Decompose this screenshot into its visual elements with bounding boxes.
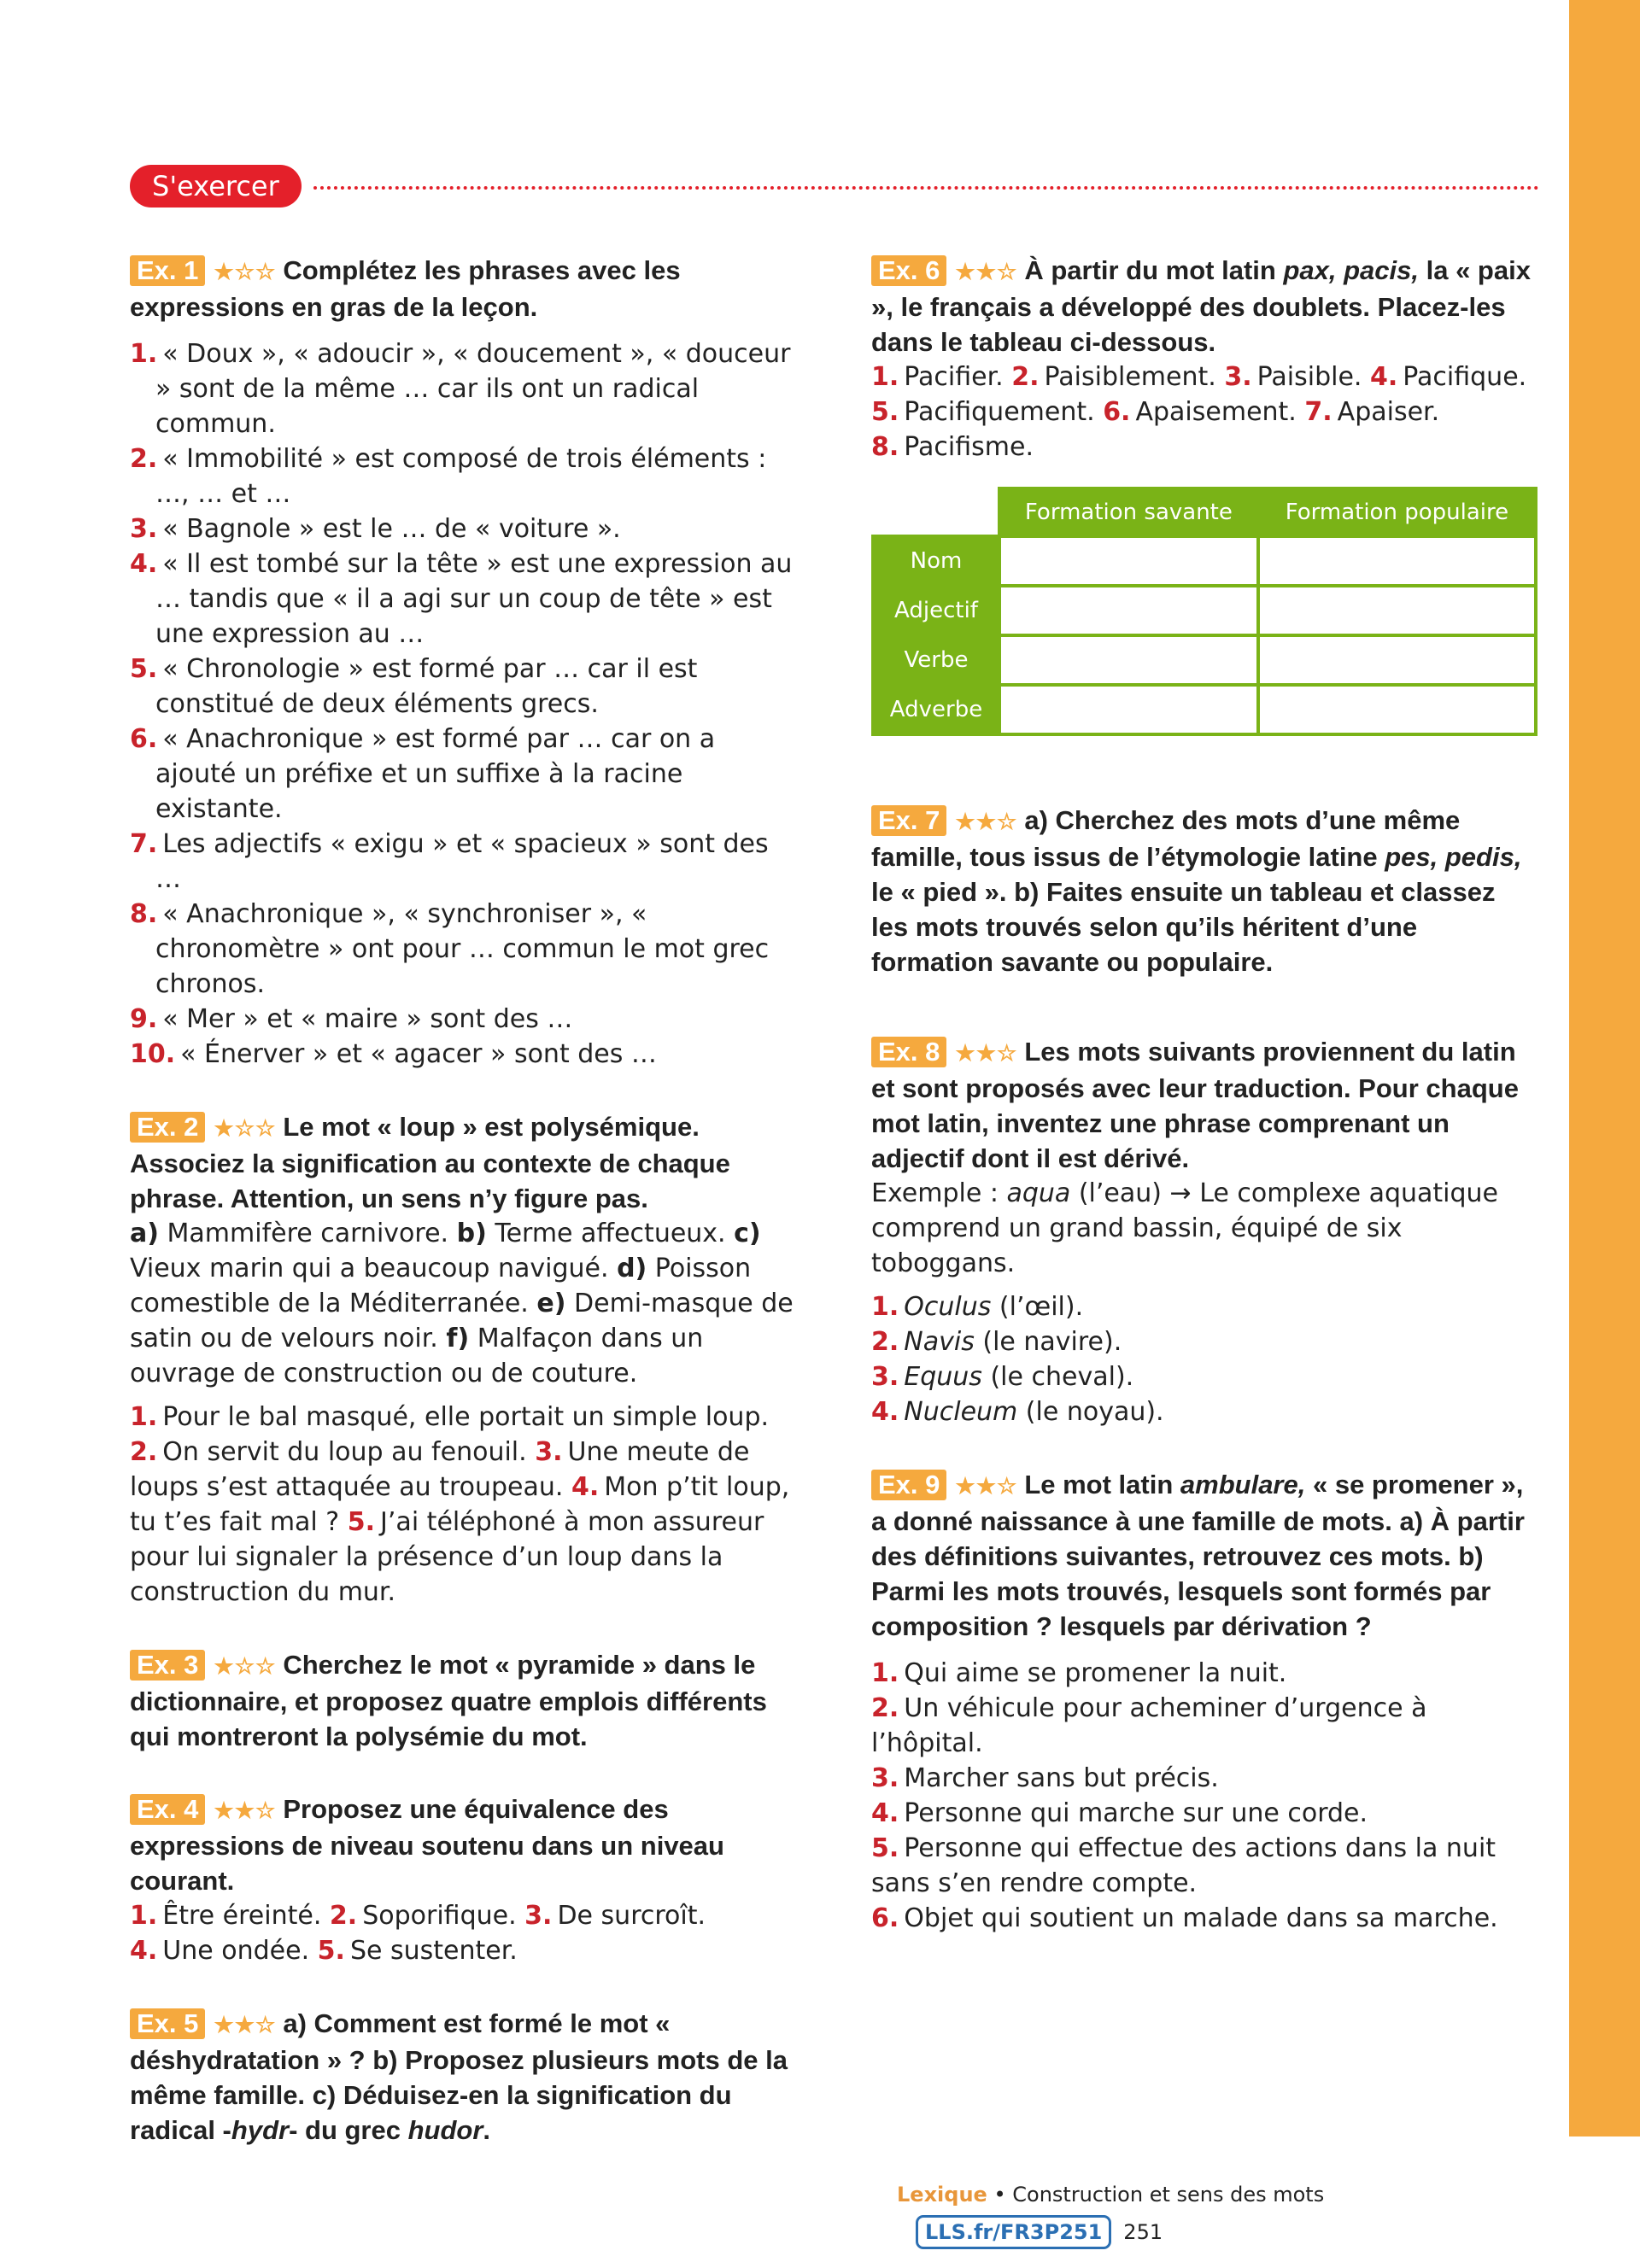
table-header: Formation populaire	[1258, 488, 1536, 536]
item-number: 4.	[130, 549, 158, 579]
item-text: « Anachronique » est formé par … car on a ajouté un préfixe et un suffixe à la racine existante.	[155, 724, 716, 824]
exercise-instruction: Le mot « loup » est polysémique. Associez la signification au contexte de chaque phrase. Attention, un sens n’y figure pas.	[130, 1112, 730, 1213]
exercise-instruction: a) Comment est formé le mot « déshydratation » ? b) Proposez plusieurs mots de la même famille. c) Déduisez-en la signification du radical -	[130, 2008, 788, 2145]
list-item	[130, 511, 796, 547]
item-number: 5.	[317, 1936, 345, 1966]
exercise-heading	[130, 1109, 796, 1216]
sentences-paragraph	[130, 1400, 796, 1610]
list-item	[130, 652, 796, 722]
item-number: 6.	[871, 1903, 899, 1933]
list-item	[130, 827, 796, 897]
item-text: On servit du loup au fenouil.	[162, 1437, 527, 1467]
item-number: 1.	[871, 1292, 899, 1322]
item-text: Qui aime se promener la nuit.	[904, 1658, 1287, 1688]
item-number: 4.	[871, 1798, 899, 1828]
exercise-instruction: Proposez une équivalence des expressions de niveau soutenu dans un niveau courant.	[130, 1794, 724, 1896]
exercise-items	[871, 1289, 1538, 1429]
exercise-8	[871, 1034, 1538, 1429]
item-number: 2.	[871, 1693, 899, 1723]
item-text: Pacifique.	[1403, 362, 1527, 392]
item-number: 5.	[347, 1507, 376, 1537]
exercise-heading	[871, 253, 1538, 359]
exercise-heading	[130, 253, 796, 324]
item-number: 7.	[1304, 397, 1332, 427]
meanings-paragraph	[130, 1216, 796, 1391]
dotted-rule	[313, 186, 1539, 190]
item-text: Pour le bal masqué, elle portait un simple loup.	[162, 1402, 770, 1432]
item-text: Malfaçon dans un ouvrage de construction ou de couture.	[130, 1324, 704, 1388]
item-text: Apaisement.	[1135, 397, 1297, 427]
exercise-badge: Ex. 6	[871, 255, 946, 286]
item-number: 3.	[1224, 362, 1252, 392]
difficulty-stars-icon: ★★☆	[955, 809, 1018, 834]
item-text: Objet qui soutient un malade dans sa marche.	[904, 1903, 1498, 1933]
item-number: 5.	[871, 397, 899, 427]
item-text: Se sustenter.	[349, 1936, 518, 1966]
instruction-italic: pax, pacis,	[1283, 255, 1419, 285]
row-header: Nom	[873, 536, 999, 586]
difficulty-stars-icon: ★★☆	[214, 1797, 277, 1823]
item-number: 7.	[130, 829, 158, 859]
exercise-instruction: Cherchez le mot « pyramide » dans le dictionnaire, et proposez quatre emplois différents qui montreront la polysémie du mot.	[130, 1650, 767, 1751]
item-text: « Bagnole » est le … de « voiture ».	[162, 514, 621, 544]
list-item	[871, 1796, 1538, 1831]
item-number: 2.	[130, 444, 158, 474]
item-text: Personne qui effectue des actions dans la nuit sans s’en rendre compte.	[871, 1833, 1496, 1898]
item-number: 3.	[524, 1901, 553, 1931]
item-text: Marcher sans but précis.	[904, 1763, 1219, 1793]
item-text: « Doux », « adoucir », « doucement », « douceur » sont de la même … car ils ont un radical commun.	[155, 339, 791, 439]
exercise-instruction: À partir du mot latin	[1024, 255, 1284, 285]
list-item	[871, 1359, 1538, 1394]
item-text: « Énerver » et « agacer » sont des …	[180, 1039, 657, 1069]
example-paragraph	[871, 1176, 1538, 1281]
left-column	[130, 253, 796, 2148]
item-number: 2.	[1011, 362, 1040, 392]
instruction-italic: hudor	[407, 2115, 483, 2145]
item-letter: a)	[130, 1219, 159, 1248]
section-header	[130, 165, 1539, 211]
item-number: 4.	[130, 1936, 158, 1966]
item-text: Mon p’tit loup, tu t’es fait mal ?	[130, 1472, 790, 1537]
table-cell[interactable]	[1258, 635, 1536, 685]
exercise-instruction: Les mots suivants proviennent du latin et sont proposés avec leur traduction. Pour chaque mot latin, inventez une phrase comprenant un adjectif dont il est dérivé.	[871, 1037, 1519, 1173]
row-header: Adjectif	[873, 586, 999, 635]
list-item	[871, 1901, 1538, 1936]
table-cell[interactable]	[1258, 586, 1536, 635]
table-cell[interactable]	[999, 685, 1258, 734]
item-text: Poisson comestible de la Méditerranée.	[130, 1254, 752, 1318]
item-gloss: (le noyau).	[1017, 1397, 1164, 1427]
item-number: 1.	[130, 1901, 158, 1931]
list-item	[871, 1394, 1538, 1429]
item-text: Être éreinté.	[162, 1901, 322, 1931]
item-gloss: (le cheval).	[981, 1362, 1134, 1392]
exercise-badge: Ex. 4	[130, 1794, 205, 1825]
table-header: Formation savante	[999, 488, 1258, 536]
exercise-badge: Ex. 8	[871, 1037, 946, 1067]
exercise-9	[871, 1467, 1538, 1936]
item-text: Une ondée.	[162, 1936, 310, 1966]
example-label: Exemple :	[871, 1178, 1007, 1208]
item-text: « Chronologie » est formé par … car il est constitué de deux éléments grecs.	[155, 654, 698, 719]
section-label: S'exercer	[130, 165, 302, 208]
list-item	[130, 897, 796, 1002]
difficulty-stars-icon: ★★☆	[214, 2012, 277, 2037]
instruction-italic: hydr	[231, 2115, 290, 2145]
difficulty-stars-icon: ★☆☆	[214, 1653, 277, 1679]
item-gloss: (l’œil).	[991, 1292, 1084, 1322]
difficulty-stars-icon: ★☆☆	[214, 259, 277, 284]
item-text: Demi-masque de satin ou de velours noir.	[130, 1289, 794, 1353]
item-letter: d)	[617, 1254, 647, 1283]
item-text: « Mer » et « maire » sont des …	[162, 1004, 573, 1034]
exercise-instruction-cont: - du grec	[289, 2115, 408, 2145]
item-number: 8.	[130, 899, 158, 929]
item-text: « Anachronique », « synchroniser », « chronomètre » ont pour … commun le mot grec chronos.	[155, 899, 770, 999]
exercise-badge: Ex. 7	[871, 805, 946, 836]
footer-section: Lexique	[897, 2183, 987, 2207]
item-text: Mammifère carnivore.	[167, 1219, 449, 1248]
list-item	[871, 1831, 1538, 1901]
table-cell[interactable]	[999, 635, 1258, 685]
list-item	[130, 547, 796, 652]
item-text: Personne qui marche sur une corde.	[904, 1798, 1368, 1828]
item-text: Paisiblement.	[1044, 362, 1216, 392]
page-number: 251	[1123, 2220, 1163, 2244]
item-number: 4.	[871, 1397, 899, 1427]
footer-chapter: Construction et sens des mots	[1012, 2183, 1325, 2207]
list-item	[871, 1656, 1538, 1691]
item-text: Les adjectifs « exigu » et « spacieux » sont des …	[155, 829, 769, 894]
table-cell[interactable]	[999, 536, 1258, 586]
exercise-badge: Ex. 1	[130, 255, 205, 286]
item-number: 3.	[871, 1763, 899, 1793]
item-number: 6.	[130, 724, 158, 754]
footer-separator: •	[987, 2183, 1013, 2207]
item-text: De surcroît.	[557, 1901, 706, 1931]
list-item	[871, 1761, 1538, 1796]
item-text: Vieux marin qui a beaucoup navigué.	[130, 1254, 609, 1283]
exercise-2	[130, 1109, 796, 1610]
doublets-table	[871, 487, 1538, 736]
table-cell[interactable]	[999, 586, 1258, 635]
item-text: Paisible.	[1256, 362, 1362, 392]
item-text: Terme affectueux.	[495, 1219, 726, 1248]
exercise-heading	[871, 1467, 1538, 1644]
item-number: 3.	[871, 1362, 899, 1392]
item-text: Pacifiquement.	[904, 397, 1095, 427]
item-letter: e)	[536, 1289, 566, 1318]
list-item	[871, 1289, 1538, 1324]
side-color-band	[1569, 0, 1640, 2136]
table-corner	[873, 488, 999, 536]
exercise-heading	[130, 1647, 796, 1754]
table-cell[interactable]	[1258, 685, 1536, 734]
resource-link[interactable]: LLS.fr/FR3P251	[916, 2215, 1111, 2249]
item-text: « Immobilité » est composé de trois éléments : …, … et …	[155, 444, 767, 509]
difficulty-stars-icon: ★★☆	[955, 1473, 1018, 1499]
latin-word: Equus	[904, 1362, 982, 1392]
item-number: 9.	[130, 1004, 158, 1034]
list-item	[130, 1002, 796, 1037]
item-number: 5.	[871, 1833, 899, 1863]
item-number: 2.	[329, 1901, 358, 1931]
exercise-heading	[130, 1792, 796, 1898]
item-text: « Il est tombé sur la tête » est une expression au … tandis que « il a agi sur un coup de tête » est une expression au …	[155, 549, 793, 649]
list-item	[871, 1324, 1538, 1359]
item-letter: f)	[446, 1324, 470, 1353]
exercise-instruction-cont: « se promener », a donné naissance à une famille de mots. a) À partir des définitions suivantes, retrouvez ces mots. b) Parmi les mots trouvés, lesquels sont formés par composition ? lesquels par dérivation ?	[871, 1470, 1525, 1641]
example-text: (l’eau) → Le complexe aquatique comprend un grand bassin, équipé de six toboggans.	[871, 1178, 1499, 1278]
exercise-instruction: Complétez les phrases avec les expressions en gras de la leçon.	[130, 255, 681, 322]
exercise-7	[871, 803, 1538, 979]
item-text: Pacifier.	[904, 362, 1004, 392]
exercise-instruction: Le mot latin	[1024, 1470, 1180, 1499]
row-header: Adverbe	[873, 685, 999, 734]
item-number: 6.	[1103, 397, 1131, 427]
exercise-heading	[871, 1034, 1538, 1176]
exercise-badge: Ex. 2	[130, 1112, 205, 1143]
item-text: Une meute de loups s’est attaquée au troupeau.	[130, 1437, 750, 1502]
item-number: 4.	[1370, 362, 1398, 392]
item-text: Apaiser.	[1337, 397, 1440, 427]
item-number: 1.	[871, 1658, 899, 1688]
item-text: J’ai téléphoné à mon assureur pour lui signaler la présence d’un loup dans la construction du mur.	[130, 1507, 764, 1607]
exercise-items	[130, 336, 796, 1072]
item-number: 1.	[871, 362, 899, 392]
exercise-5	[130, 2006, 796, 2148]
exercise-badge: Ex. 3	[130, 1650, 205, 1681]
item-number: 2.	[130, 1437, 158, 1467]
exercise-instruction-cont: le « pied ». b) Faites ensuite un tableau et classez les mots trouvés selon qu’ils héritent d’une formation savante ou populaire.	[871, 877, 1496, 977]
exercise-badge: Ex. 9	[871, 1470, 946, 1500]
item-number: 8.	[871, 432, 899, 462]
item-number: 2.	[871, 1327, 899, 1357]
list-item	[130, 336, 796, 441]
item-number: 1.	[130, 339, 158, 369]
exercise-items	[871, 1656, 1538, 1936]
item-number: 3.	[130, 514, 158, 544]
exercise-instruction-end: .	[483, 2115, 491, 2145]
items-paragraph	[871, 359, 1538, 465]
latin-word: Oculus	[904, 1292, 992, 1322]
list-item	[130, 722, 796, 827]
item-letter: b)	[456, 1219, 487, 1248]
difficulty-stars-icon: ★★☆	[955, 1040, 1018, 1066]
instruction-italic: ambulare,	[1180, 1470, 1306, 1499]
list-item	[871, 1691, 1538, 1761]
right-column	[871, 253, 1538, 1936]
latin-word: Navis	[904, 1327, 975, 1357]
list-item	[130, 441, 796, 511]
item-number: 10.	[130, 1039, 176, 1069]
difficulty-stars-icon: ★★☆	[955, 259, 1018, 284]
item-number: 5.	[130, 654, 158, 684]
exercise-3	[130, 1647, 796, 1754]
exercise-1	[130, 253, 796, 1072]
latin-word: Nucleum	[904, 1397, 1018, 1427]
list-item	[130, 1037, 796, 1072]
exercise-heading	[871, 803, 1538, 979]
instruction-italic: pes, pedis,	[1385, 842, 1522, 872]
item-number: 1.	[130, 1402, 158, 1432]
exercise-instruction: a) Cherchez des mots d’une même famille, tous issus de l’étymologie latine	[871, 805, 1461, 872]
exercise-heading	[130, 2006, 796, 2148]
example-word: aqua	[1006, 1178, 1071, 1208]
item-letter: c)	[734, 1219, 761, 1248]
table-cell[interactable]	[1258, 536, 1536, 586]
items-paragraph	[130, 1898, 796, 1968]
exercise-6	[871, 253, 1538, 736]
item-text: Un véhicule pour acheminer d’urgence à l’hôpital.	[871, 1693, 1427, 1758]
page-footer	[897, 2176, 1539, 2244]
row-header: Verbe	[873, 635, 999, 685]
item-gloss: (le navire).	[974, 1327, 1122, 1357]
exercise-badge: Ex. 5	[130, 2008, 205, 2039]
exercise-4	[130, 1792, 796, 1968]
item-text: Pacifisme.	[904, 432, 1034, 462]
difficulty-stars-icon: ★☆☆	[214, 1115, 277, 1141]
item-text: Soporifique.	[362, 1901, 517, 1931]
exercise-instruction-cont: la « paix », le français a développé des doublets. Placez-les dans le tableau ci-dessous.	[871, 255, 1531, 357]
item-number: 4.	[571, 1472, 600, 1502]
item-number: 3.	[535, 1437, 563, 1467]
